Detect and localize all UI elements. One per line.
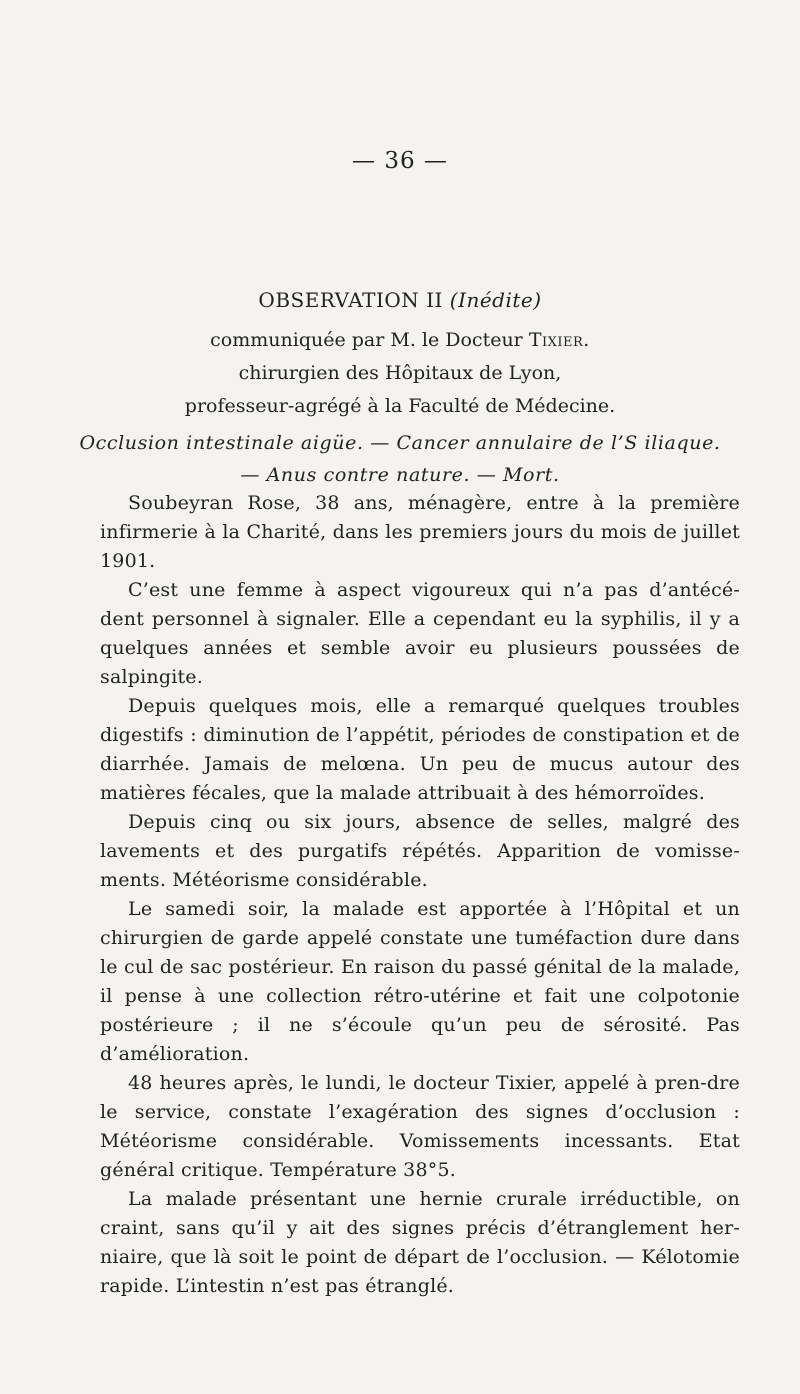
observation-title bbox=[0, 288, 800, 312]
credit-line-1 bbox=[0, 329, 800, 351]
body-text bbox=[100, 489, 740, 1301]
paragraph: C’est une femme à aspect vigoureux qui n’a pas d’antécé-dent personnel à signaler. Elle a cependant eu la syphilis, il y a quelques années et semble avoir eu plusieurs poussées de salpingite. bbox=[100, 579, 740, 688]
paragraph: Soubeyran Rose, 38 ans, ménagère, entre à la première infirmerie à la Charité, dans les premiers jours du mois de juillet 1901. bbox=[100, 492, 740, 572]
page-number: — 36 — bbox=[352, 148, 448, 174]
paragraph: Depuis cinq ou six jours, absence de selles, malgré des lavements et des purgatifs répétés. Apparition de vomisse-ments. Météorisme considérable. bbox=[100, 811, 740, 891]
paragraph: Depuis quelques mois, elle a remarqué quelques troubles digestifs : diminution de l’appétit, périodes de constipation et de diarrhée. Jamais de melœna. Un peu de mucus autour des matières fécales, que la malade attribuait à des hémorroïdes. bbox=[100, 695, 740, 804]
credit-line-1-prefix: communiquée par M. le Docteur bbox=[210, 329, 523, 351]
case-subtitle-line-2: — Anus contre nature. — Mort. bbox=[240, 464, 560, 486]
credit-doctor-name: Tixier. bbox=[528, 329, 590, 351]
credit-line-3: professeur-agrégé à la Faculté de Médecine. bbox=[184, 395, 616, 417]
case-subtitle-line-1: Occlusion intestinale aigüe. — Cancer annulaire de l’S iliaque. bbox=[79, 432, 721, 454]
paragraph: Le samedi soir, la malade est apportée à l’Hôpital et un chirurgien de garde appelé constate une tuméfaction dure dans le cul de sac postérieur. En raison du passé génital de la malade, il pense à une collection rétro-utérine et fait une colpotonie postérieure ; il ne s’écoule qu’un peu de sérosité. Pas d’amélioration. bbox=[100, 898, 740, 1065]
observation-title-tag: (Inédite) bbox=[449, 288, 542, 312]
paragraph: 48 heures après, le lundi, le docteur Tixier, appelé à pren-dre le service, constate l’exagération des signes d’occlusion : Météorisme considérable. Vomissements incessants. Etat général critique. Température 38°5. bbox=[100, 1072, 740, 1181]
credit-line-2: chirurgien des Hôpitaux de Lyon, bbox=[238, 362, 562, 384]
observation-title-text: OBSERVATION II bbox=[258, 288, 443, 312]
paragraph: La malade présentant une hernie crurale irréductible, on craint, sans qu’il y ait des signes précis d’étranglement her-niaire, que là soit le point de départ de l’occlusion. — Kélotomie rapide. L’intestin n’est pas étranglé. bbox=[100, 1188, 740, 1297]
